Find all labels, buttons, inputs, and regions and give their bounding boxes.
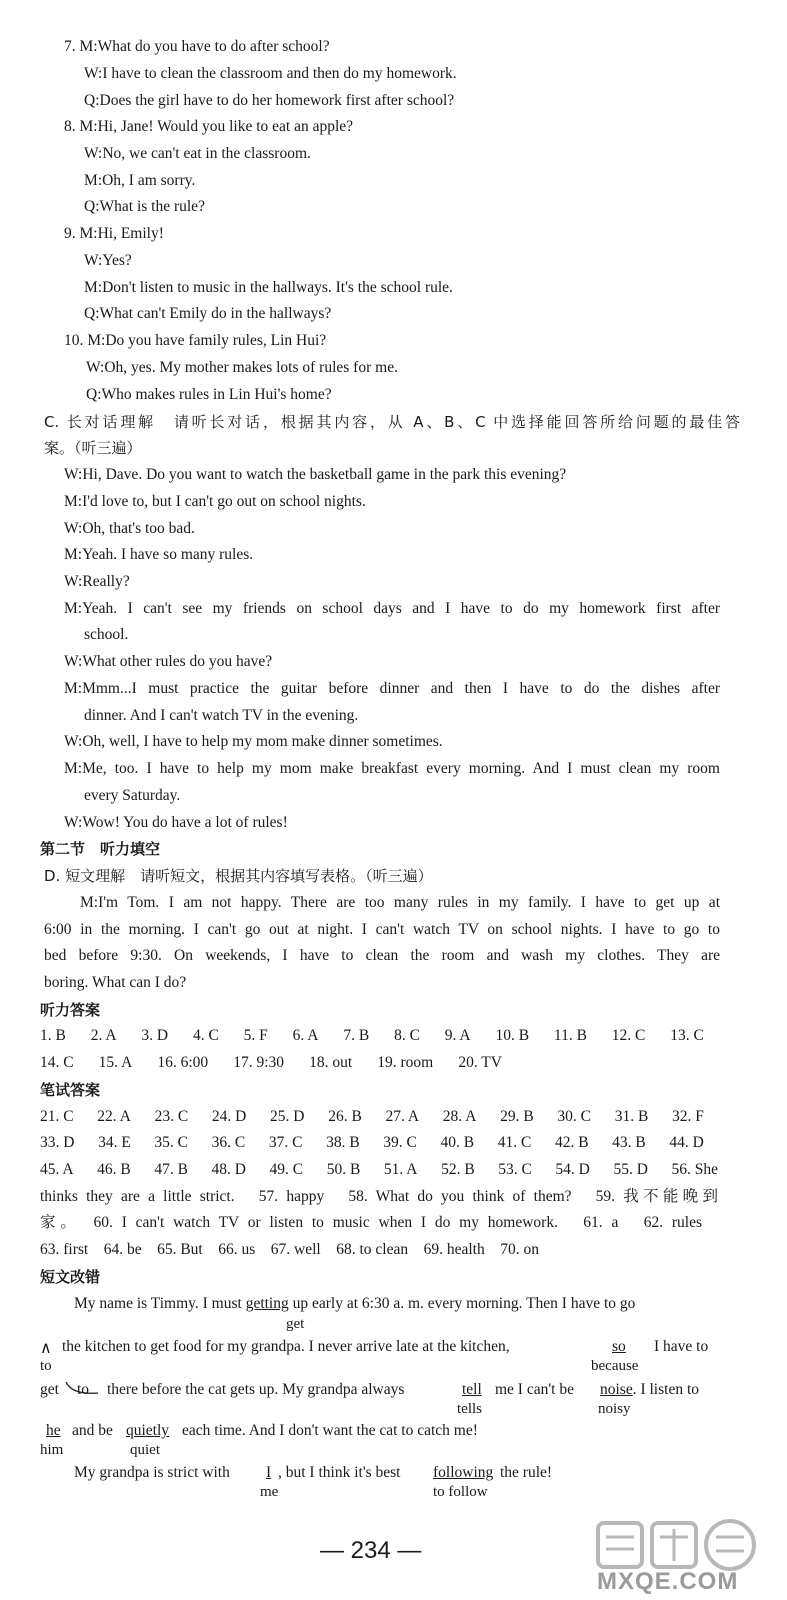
answer-item: 29. B [500,1108,534,1125]
dialogue-line: M:Mmm...I must practice the guitar before dinner and then I have to do the dishes after [64,680,720,697]
written-answers-heading: 笔试答案 [40,1081,101,1099]
answer-item: 47. B [154,1161,188,1178]
q10-m-line: 10. M:Do you have family rules, Lin Hui? [64,332,327,349]
answer-item: 20. TV [458,1054,502,1071]
written-answers-row-2 [40,1133,704,1153]
error-word: noise [600,1381,633,1398]
answer-item: 52. B [441,1161,475,1178]
error-word: tell [462,1381,482,1398]
answer-item: 28. A [442,1108,477,1125]
q8-q-line: Q:What is the rule? [84,198,205,215]
answer-item: 17. 9:30 [233,1054,285,1071]
page-number: — 234 — [320,1537,422,1564]
answer-item: 13. C [670,1027,704,1044]
answer-item: 56. She [671,1161,718,1178]
correction-word: noisy [598,1401,631,1417]
listening-answers-row-2 [40,1053,502,1073]
q8-m2-line: M:Oh, I am sorry. [84,172,196,189]
written-answers-line-5: 家。 60. I can't watch TV or listen to music when I do my homework. 61. a 62. rules [40,1214,702,1231]
answer-item: 3. D [141,1027,169,1044]
correction-line-5-text: My grandpa is strict with [74,1464,230,1481]
dialogue-line: M:Yeah. I have so many rules. [64,546,254,563]
answer-item: 43. B [612,1134,646,1151]
section-2-heading: 第二节 听力填空 [40,840,161,858]
q9-m-line: 9. M:Hi, Emily! [64,225,164,242]
answer-item: 9. A [444,1027,471,1044]
answer-item: 35. C [154,1134,189,1151]
deleted-word: to [77,1381,90,1398]
answer-item: 53. C [498,1161,532,1178]
watermark-text: MXQE.COM [597,1568,739,1595]
answer-item: 33. D [40,1134,75,1151]
answer-item: 30. C [557,1108,591,1125]
dialogue-line: M:Yeah. I can't see my friends on school days and I have to do my homework first after [64,600,720,617]
correction-line-5-end: the rule! [500,1464,553,1481]
answer-item: 36. C [211,1134,246,1151]
answer-item: 31. B [614,1108,649,1125]
answer-item: 32. F [671,1108,704,1125]
dialogue-line: W:Oh, that's too bad. [64,520,195,537]
written-answers-row-1 [40,1107,704,1127]
passage-line: M:I'm Tom. I am not happy. There are too many rules in my family. I have to get up at [80,894,720,911]
dialogue-line: dinner. And I can't watch TV in the evening. [84,707,359,724]
correction-word: because [591,1358,639,1374]
correction-line-5-text: , but I think it's best [278,1464,401,1481]
answer-item: 16. 6:00 [157,1054,209,1071]
section-c-title: C. 长对话理解 请听长对话，根据其内容，从 A、B、C 中选择能回答所给问题的最佳答 [44,413,740,431]
answer-item: 41. C [497,1134,532,1151]
answer-item: 18. out [309,1054,353,1071]
answer-item: 46. B [97,1161,131,1178]
answer-item: 21. C [40,1108,74,1125]
dialogue-line: W:Hi, Dave. Do you want to watch the basketball game in the park this evening? [64,466,567,483]
correction-line-2-text: the kitchen to get food for my grandpa. I never arrive late at the kitchen, [62,1338,510,1355]
text: . I listen to [632,1381,700,1398]
passage-line: bed before 9:30. On weekends, I have to clean the room and wash my clothes. They are [44,947,720,964]
answer-item: 37. C [268,1134,303,1151]
answer-item: 48. D [211,1161,246,1178]
text: My name is Timmy. I must [74,1295,246,1312]
correction-line-3-end [600,1380,699,1400]
dialogue-line: every Saturday. [84,787,181,804]
q10-w-line: W:Oh, yes. My mother makes lots of rules for me. [86,359,398,376]
section-d-title: D. 短文理解 请听短文，根据其内容填写表格。（听三遍） [44,867,433,885]
correction-word: get [286,1316,305,1332]
q8-m-line: 8. M:Hi, Jane! Would you like to eat an apple? [64,118,354,135]
answer-item: 42. B [554,1134,589,1151]
answer-item: 38. B [326,1134,360,1151]
error-correction-heading: 短文改错 [40,1268,101,1286]
answer-item: 50. B [326,1161,361,1178]
error-word: following [433,1464,494,1481]
correction-word: quiet [130,1442,160,1458]
correction-word: to follow [433,1484,488,1500]
written-answers-row-3 [40,1160,718,1180]
answer-item: 24. D [211,1108,247,1125]
answer-item: 19. room [377,1054,434,1071]
dialogue-line: W:Oh, well, I have to help my mom make dinner sometimes. [64,733,443,750]
q7-q-line: Q:Does the girl have to do her homework first after school? [84,92,455,109]
answer-item: 55. D [613,1161,648,1178]
answer-item: 54. D [555,1161,590,1178]
section-c-title-cont: 案。（听三遍） [44,439,142,457]
answer-item: 11. B [553,1027,587,1044]
listening-answers-row-1 [40,1026,704,1046]
answer-item: 7. B [343,1027,370,1044]
answer-item: 23. C [154,1108,189,1125]
written-answers-line-6: 63. first 64. be 65. But 66. us 67. well 68. to clean 69. health 70. on [40,1241,539,1258]
passage-line: 6:00 in the morning. I can't go out at night. I can't watch TV on school nights. I have to go to [44,921,720,938]
answer-item: 40. B [440,1134,475,1151]
dialogue-line: school. [84,626,129,643]
correction-word: to [40,1358,52,1374]
text: up early at 6:30 a. m. every morning. Then I have to go [288,1295,636,1312]
answer-item: 15. A [98,1054,133,1071]
answer-item: 10. B [495,1027,530,1044]
error-word: quietly [126,1422,170,1439]
dialogue-line: W:What other rules do you have? [64,653,273,670]
q9-q-line: Q:What can't Emily do in the hallways? [84,305,332,322]
answer-item: 44. D [669,1134,704,1151]
answer-item: 2. A [90,1027,117,1044]
error-word: he [46,1422,61,1439]
answer-item: 39. C [383,1134,417,1151]
passage-line: boring. What can I do? [44,974,187,991]
q7-w-line: W:I have to clean the classroom and then do my homework. [84,65,457,82]
answer-item: 26. B [328,1108,362,1125]
q9-w-line: W:Yes? [84,252,132,269]
q10-q-line: Q:Who makes rules in Lin Hui's home? [86,386,332,403]
deletion-mark-icon [62,1379,102,1399]
dialogue-line: W:Really? [64,573,130,590]
q7-m-line: 7. M:What do you have to do after school? [64,38,330,55]
insertion-caret-icon: ∧ [40,1340,52,1357]
answer-item: 1. B [40,1027,66,1044]
correction-line-2-end: I have to [654,1338,709,1355]
correction-word: him [40,1442,64,1458]
correction-word: tells [457,1401,482,1417]
answer-item: 45. A [40,1161,74,1178]
answer-item: 27. A [385,1108,420,1125]
q9-m2-line: M:Don't listen to music in the hallways. It's the school rule. [84,279,453,296]
dialogue-line: W:Wow! You do have a lot of rules! [64,814,288,831]
correction-line-4-text: and be [72,1422,113,1439]
correction-line-3-text: there before the cat gets up. My grandpa always [107,1381,405,1398]
correction-word: me [260,1484,279,1500]
correction-line-3-text: me I can't be [495,1381,574,1398]
correction-line-1 [74,1294,635,1314]
answer-item: 5. F [243,1027,268,1044]
correction-line-3-start: get [40,1381,59,1398]
error-word: so [612,1338,626,1355]
answer-item: 4. C [192,1027,219,1044]
written-answers-line-4: thinks they are a little strict. 57. happy 58. What do you think of them? 59. 我不能晚到 [40,1188,718,1205]
answer-item: 25. D [270,1108,305,1125]
correction-line-4-end: each time. And I don't want the cat to catch me! [182,1422,478,1439]
answer-item: 22. A [97,1108,131,1125]
listening-answers-heading: 听力答案 [40,1001,101,1019]
answer-item: 12. C [611,1027,646,1044]
error-word: I [266,1464,272,1481]
dialogue-line: M:Me, too. I have to help my mom make breakfast every morning. And I must clean my room [64,760,720,777]
error-word: getting [245,1295,289,1312]
answer-item: 14. C [40,1054,74,1071]
answer-item: 51. A [383,1161,418,1178]
q8-w-line: W:No, we can't eat in the classroom. [84,145,311,162]
answer-item: 6. A [292,1027,319,1044]
answer-item: 49. C [269,1161,304,1178]
answer-item: 8. C [394,1027,420,1044]
dialogue-line: M:I'd love to, but I can't go out on school nights. [64,493,366,510]
answer-item: 34. E [98,1134,131,1151]
